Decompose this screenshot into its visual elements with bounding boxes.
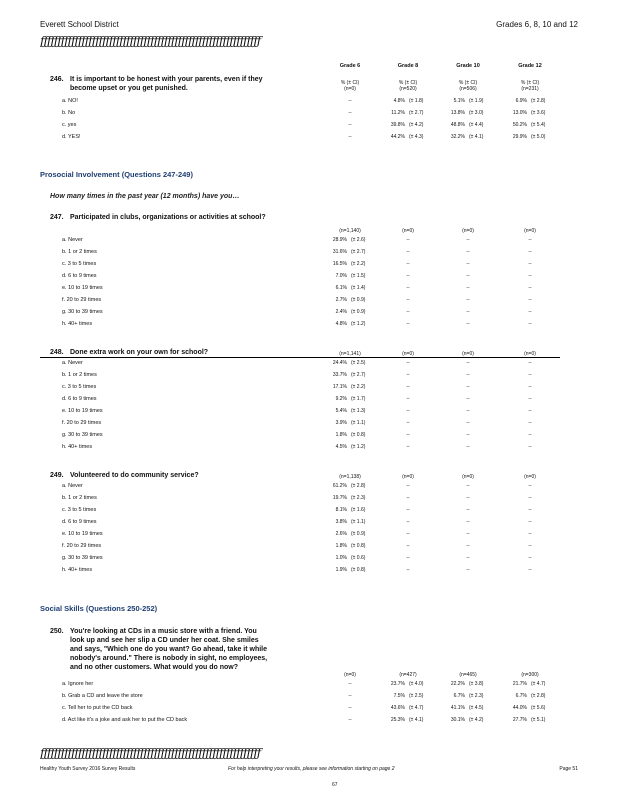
q247-empty-cell: -- [528, 321, 532, 327]
q246-g8-pct: 44.2% [390, 134, 405, 140]
q249-empty-cell: -- [528, 555, 532, 561]
q250-g10-pct: 41.1% [450, 705, 465, 711]
q246-g12-ci: (± 5.0) [531, 134, 546, 140]
q246-g10-ci: (± 1.9) [469, 98, 484, 104]
q250-g10-pct: 22.2% [450, 681, 465, 687]
q247-option-label: a. Never [62, 237, 83, 243]
footer-help-text: For help interpreting your results, please see information starting on page 2 [228, 766, 395, 772]
q248-option-label: h. 40+ times [62, 444, 93, 450]
q246-option-label: b. No [62, 110, 76, 116]
q249-option-label: b. 1 or 2 times [62, 495, 97, 501]
q250-option-label: d. Act like it's a joke and ask her to put the CD back [62, 717, 188, 723]
q247-empty-cell: -- [406, 237, 410, 243]
q246-option-label: c. yes [62, 122, 77, 128]
q247-empty-cell: -- [528, 297, 532, 303]
q250-g8-pct: 25.3% [390, 717, 405, 723]
q249-grade6-pct: 19.7% [332, 495, 347, 501]
q246-col-label-1: % (± CI) [398, 80, 418, 86]
q247-empty-cell: -- [528, 261, 532, 267]
q246-g10-pct: 13.8% [450, 110, 465, 116]
q246-option-label: d. YES! [62, 134, 81, 140]
q248-empty-cell: -- [528, 444, 532, 450]
q250-g12-pct: 27.7% [512, 717, 527, 723]
q248-option-label: e. 10 to 19 times [62, 408, 103, 414]
q247-empty-cell: -- [466, 321, 470, 327]
q248-n-0: (n=1,141) [339, 351, 361, 357]
q248-option-label: g. 30 to 39 times [62, 432, 103, 438]
q246-grade6-value: -- [348, 110, 352, 116]
q248-empty-cell: -- [406, 384, 410, 390]
q249-empty-cell: -- [406, 543, 410, 549]
q248-n-3: (n=0) [524, 351, 536, 357]
q248-empty-cell: -- [406, 372, 410, 378]
q247-text: Participated in clubs, organizations or activities at school? [70, 214, 266, 221]
grade-header-0: Grade 6 [339, 63, 361, 69]
footer-survey-title: Healthy Youth Survey 2016 Survey Results [40, 766, 136, 772]
q249-grade6-pct: 2.6% [335, 531, 347, 537]
q249-empty-cell: -- [406, 483, 410, 489]
header-rule: ƒƒƒƒƒƒƒƒƒƒƒƒƒƒƒƒƒƒƒƒƒƒƒƒƒƒƒƒƒƒƒƒƒƒƒƒƒƒƒƒƒƒƒƒƒƒƒƒƒƒƒƒƒƒƒƒƒƒƒƒƒƒƒƒ [40, 34, 261, 48]
q248-empty-cell: -- [466, 432, 470, 438]
q249-option-label: f. 20 to 29 times [62, 543, 102, 549]
q247-empty-cell: -- [466, 273, 470, 279]
q249-grade6-pct: 3.8% [335, 519, 347, 525]
district-name: Everett School District [40, 20, 119, 29]
q246-grade6-value: -- [348, 134, 352, 140]
q249-grade6-pct: 1.0% [335, 555, 347, 561]
q247-empty-cell: -- [406, 309, 410, 315]
q247-empty-cell: -- [528, 249, 532, 255]
q249-empty-cell: -- [466, 519, 470, 525]
q246-grade6-value: -- [348, 122, 352, 128]
q247-grade6-ci: (± 1.5) [351, 273, 366, 279]
q248-empty-cell: -- [406, 408, 410, 414]
grades-label: Grades 6, 8, 10 and 12 [496, 20, 578, 29]
q249-grade6-ci: (± 0.6) [351, 555, 366, 561]
q247-n-2: (n=0) [462, 228, 474, 234]
q246-g12-pct: 13.0% [512, 110, 527, 116]
q247-grade6-ci: (± 1.4) [351, 285, 366, 291]
q246-g8-pct: 4.8% [393, 98, 405, 104]
q250-g12-pct: 21.7% [512, 681, 527, 687]
q247-n-1: (n=0) [402, 228, 414, 234]
q246-n-1: (n=520) [399, 86, 417, 92]
q248-empty-cell: -- [528, 360, 532, 366]
q246-g10-pct: 5.1% [453, 98, 465, 104]
section-social-skills-title: Social Skills (Questions 250-252) [40, 604, 158, 613]
grade-header-1: Grade 8 [397, 63, 419, 69]
q249-grade6-pct: 61.2% [332, 483, 347, 489]
q247-n-3: (n=0) [524, 228, 536, 234]
q246-n-0: (n=0) [344, 86, 356, 92]
q248-empty-cell: -- [406, 444, 410, 450]
q248-rule [40, 357, 560, 358]
q246-g10-ci: (± 4.4) [469, 122, 484, 128]
q248-empty-cell: -- [528, 432, 532, 438]
q249-option-label: c. 3 to 5 times [62, 507, 97, 513]
q248-grade6-ci: (± 1.7) [351, 396, 366, 402]
q247-option-label: e. 10 to 19 times [62, 285, 103, 291]
q247-empty-cell: -- [406, 285, 410, 291]
q246-g10-ci: (± 3.0) [469, 110, 484, 116]
q249-option-label: h. 40+ times [62, 567, 93, 573]
q248-grade6-pct: 9.2% [335, 396, 347, 402]
q249-grade6-ci: (± 2.3) [351, 495, 366, 501]
q249-grade6-ci: (± 0.8) [351, 543, 366, 549]
q247-grade6-ci: (± 2.2) [351, 261, 366, 267]
q247-option-label: f. 20 to 29 times [62, 297, 102, 303]
q250-g8-ci: (± 4.0) [409, 681, 424, 687]
q247-grade6-pct: 2.7% [335, 297, 347, 303]
q248-grade6-pct: 33.7% [332, 372, 347, 378]
q248-grade6-ci: (± 2.2) [351, 384, 366, 390]
q250-g8-pct: 7.5% [393, 693, 405, 699]
q246-g12-ci: (± 3.6) [531, 110, 546, 116]
q248-grade6-pct: 17.1% [332, 384, 347, 390]
q247-empty-cell: -- [466, 297, 470, 303]
q249-grade6-ci: (± 2.8) [351, 483, 366, 489]
q248-empty-cell: -- [466, 444, 470, 450]
q250-g12-pct: 44.0% [512, 705, 527, 711]
q248-n-2: (n=0) [462, 351, 474, 357]
q250-grade6-value: -- [348, 693, 352, 699]
q250-g12-ci: (± 5.6) [531, 705, 546, 711]
q247-empty-cell: -- [528, 237, 532, 243]
q248-empty-cell: -- [406, 432, 410, 438]
q246-col-label-2: % (± CI) [458, 80, 478, 86]
q248-empty-cell: -- [528, 420, 532, 426]
q250-g8-ci: (± 4.1) [409, 717, 424, 723]
q248-empty-cell: -- [466, 396, 470, 402]
q250-n-1: (n=427) [399, 672, 417, 678]
q247-empty-cell: -- [466, 261, 470, 267]
q246-g10-pct: 32.2% [450, 134, 465, 140]
q249-empty-cell: -- [466, 507, 470, 513]
q247-n-0: (n=1,140) [339, 228, 361, 234]
q249-empty-cell: -- [406, 495, 410, 501]
q247-grade6-pct: 6.1% [335, 285, 347, 291]
q249-empty-cell: -- [406, 531, 410, 537]
q250-option-label: c. Tell her to put the CD back [62, 705, 133, 711]
q246-g8-pct: 11.2% [391, 110, 405, 116]
q247-grade6-pct: 16.5% [332, 261, 347, 267]
q246-n-2: (n=506) [459, 86, 477, 92]
q248-grade6-pct: 5.4% [335, 408, 347, 414]
q248-empty-cell: -- [528, 396, 532, 402]
q247-empty-cell: -- [528, 285, 532, 291]
q248-option-label: c. 3 to 5 times [62, 384, 97, 390]
q250-g12-ci: (± 2.8) [531, 693, 546, 699]
q248-option-label: d. 6 to 9 times [62, 396, 97, 402]
q249-n-3: (n=0) [524, 474, 536, 480]
q249-empty-cell: -- [466, 495, 470, 501]
q248-n-1: (n=0) [402, 351, 414, 357]
q246-line1: It is important to be honest with your parents, even if they [70, 76, 263, 83]
q247-empty-cell: -- [528, 309, 532, 315]
q247-empty-cell: -- [528, 273, 532, 279]
q249-grade6-pct: 1.8% [335, 543, 347, 549]
q246-g12-ci: (± 2.8) [531, 98, 546, 104]
q250-g10-ci: (± 3.8) [469, 681, 484, 687]
q249-empty-cell: -- [406, 555, 410, 561]
q247-grade6-ci: (± 2.7) [351, 249, 366, 255]
q250-g10-pct: 6.7% [453, 693, 465, 699]
q249-empty-cell: -- [528, 483, 532, 489]
q249-option-label: d. 6 to 9 times [62, 519, 97, 525]
q246-g12-pct: 29.9% [512, 134, 527, 140]
q250-option-label: b. Grab a CD and leave the store [62, 693, 143, 699]
q249-grade6-pct: 1.9% [335, 567, 347, 573]
q250-n-0: (n=0) [344, 672, 356, 678]
q249-option-label: a. Never [62, 483, 83, 489]
q247-empty-cell: -- [466, 309, 470, 315]
q250-g10-ci: (± 4.5) [469, 705, 484, 711]
q248-empty-cell: -- [406, 360, 410, 366]
q249-n-1: (n=0) [402, 474, 414, 480]
q247-grade6-ci: (± 0.9) [351, 309, 366, 315]
q246-g10-pct: 48.8% [450, 122, 465, 128]
q247-empty-cell: -- [406, 261, 410, 267]
q247-empty-cell: -- [406, 321, 410, 327]
q250-g12-pct: 6.7% [515, 693, 527, 699]
q248-number: 248. [50, 349, 64, 356]
q249-empty-cell: -- [406, 567, 410, 573]
q248-grade6-ci: (± 1.3) [351, 408, 366, 414]
q249-grade6-ci: (± 0.8) [351, 567, 366, 573]
q246-g8-ci: (± 2.7) [409, 110, 424, 116]
q247-option-label: c. 3 to 5 times [62, 261, 97, 267]
q250-line-3: nobody's around." There is nobody in sight, no employees, [70, 655, 268, 662]
q247-empty-cell: -- [406, 249, 410, 255]
q247-grade6-pct: 2.4% [335, 309, 347, 315]
q250-g10-ci: (± 4.2) [469, 717, 484, 723]
q250-grade6-value: -- [348, 681, 352, 687]
q250-option-label: a. Ignore her [62, 681, 94, 687]
q250-line-0: You're looking at CDs in a music store with a friend. You [70, 628, 257, 635]
q248-empty-cell: -- [528, 372, 532, 378]
q249-option-label: g. 30 to 39 times [62, 555, 103, 561]
q247-option-label: d. 6 to 9 times [62, 273, 97, 279]
q250-number: 250. [50, 628, 64, 635]
q247-option-label: g. 30 to 39 times [62, 309, 103, 315]
q248-empty-cell: -- [466, 372, 470, 378]
q249-grade6-pct: 8.1% [335, 507, 347, 513]
q246-n-3: (n=231) [521, 86, 539, 92]
q247-option-label: h. 40+ times [62, 321, 93, 327]
q247-grade6-pct: 7.0% [335, 273, 347, 279]
q248-grade6-ci: (± 2.7) [351, 372, 366, 378]
q249-empty-cell: -- [406, 507, 410, 513]
q249-empty-cell: -- [528, 519, 532, 525]
q247-grade6-pct: 4.8% [335, 321, 347, 327]
q249-grade6-ci: (± 1.6) [351, 507, 366, 513]
q247-empty-cell: -- [466, 249, 470, 255]
q249-number: 249. [50, 472, 64, 479]
q250-g8-pct: 43.6% [390, 705, 405, 711]
q246-g10-ci: (± 4.1) [469, 134, 484, 140]
q249-n-0: (n=1,138) [339, 474, 361, 480]
q248-grade6-ci: (± 1.1) [351, 420, 366, 426]
section-prosocial-title: Prosocial Involvement (Questions 247-249) [40, 170, 193, 179]
q247-number: 247. [50, 214, 64, 221]
q250-g8-ci: (± 2.5) [409, 693, 424, 699]
q247-grade6-ci: (± 2.6) [351, 237, 366, 243]
q248-empty-cell: -- [528, 384, 532, 390]
q250-g10-pct: 30.1% [450, 717, 465, 723]
q247-option-label: b. 1 or 2 times [62, 249, 97, 255]
q248-option-label: f. 20 to 29 times [62, 420, 102, 426]
intro-past-year: How many times in the past year (12 months) have you… [50, 193, 240, 200]
q248-grade6-pct: 1.8% [335, 432, 347, 438]
q250-g10-ci: (± 2.3) [469, 693, 484, 699]
q248-grade6-ci: (± 0.8) [351, 432, 366, 438]
q250-g12-ci: (± 5.1) [531, 717, 546, 723]
q250-g12-ci: (± 4.7) [531, 681, 546, 687]
q249-option-label: e. 10 to 19 times [62, 531, 103, 537]
q246-col-label-3: % (± CI) [520, 80, 540, 86]
footer-rule: ƒƒƒƒƒƒƒƒƒƒƒƒƒƒƒƒƒƒƒƒƒƒƒƒƒƒƒƒƒƒƒƒƒƒƒƒƒƒƒƒƒƒƒƒƒƒƒƒƒƒƒƒƒƒƒƒƒƒƒƒƒƒƒƒ [40, 746, 261, 760]
q248-text: Done extra work on your own for school? [70, 349, 209, 356]
q247-grade6-ci: (± 1.2) [351, 321, 366, 327]
q247-empty-cell: -- [406, 297, 410, 303]
q247-empty-cell: -- [466, 237, 470, 243]
q250-line-4: and no other customers. What would you do now? [70, 664, 238, 671]
q249-empty-cell: -- [528, 507, 532, 513]
q250-g8-pct: 23.7% [390, 681, 405, 687]
q248-grade6-ci: (± 2.5) [351, 360, 366, 366]
q250-grade6-value: -- [348, 717, 352, 723]
q246-g8-ci: (± 4.2) [409, 122, 424, 128]
q246-g8-pct: 39.8% [390, 122, 405, 128]
q250-n-3: (n=300) [521, 672, 539, 678]
q249-empty-cell: -- [528, 567, 532, 573]
q249-text: Volunteered to do community service? [70, 472, 199, 479]
q249-empty-cell: -- [466, 543, 470, 549]
q250-n-2: (n=465) [459, 672, 477, 678]
footer-page-number: 67 [332, 782, 338, 788]
q246-g12-pct: 50.2% [512, 122, 527, 128]
q248-grade6-ci: (± 1.2) [351, 444, 366, 450]
q248-empty-cell: -- [528, 408, 532, 414]
q248-option-label: a. Never [62, 360, 83, 366]
q247-empty-cell: -- [406, 273, 410, 279]
q249-empty-cell: -- [528, 543, 532, 549]
q246-col-label-0: % (± CI) [340, 80, 360, 86]
q250-grade6-value: -- [348, 705, 352, 711]
q248-grade6-pct: 4.5% [335, 444, 347, 450]
q248-grade6-pct: 3.9% [335, 420, 347, 426]
q246-line2: become upset or you get punished. [70, 85, 188, 92]
q250-g8-ci: (± 4.7) [409, 705, 424, 711]
q246-number: 246. [50, 76, 64, 83]
q248-empty-cell: -- [466, 360, 470, 366]
q249-grade6-ci: (± 1.1) [351, 519, 366, 525]
grade-header-2: Grade 10 [456, 63, 480, 69]
q247-grade6-ci: (± 0.9) [351, 297, 366, 303]
q249-empty-cell: -- [528, 531, 532, 537]
q249-empty-cell: -- [466, 567, 470, 573]
q248-empty-cell: -- [466, 408, 470, 414]
q246-g12-ci: (± 5.4) [531, 122, 546, 128]
q249-empty-cell: -- [406, 519, 410, 525]
q248-empty-cell: -- [466, 384, 470, 390]
q248-option-label: b. 1 or 2 times [62, 372, 97, 378]
q247-grade6-pct: 31.6% [332, 249, 347, 255]
q250-line-2: and says, "Which one do you want? Go ahead, take it while [70, 646, 268, 653]
q248-empty-cell: -- [466, 420, 470, 426]
q246-g8-ci: (± 1.8) [409, 98, 424, 104]
q249-empty-cell: -- [466, 555, 470, 561]
q247-empty-cell: -- [466, 285, 470, 291]
q249-empty-cell: -- [466, 531, 470, 537]
q246-g12-pct: 6.9% [515, 98, 527, 104]
q246-grade6-value: -- [348, 98, 352, 104]
q249-empty-cell: -- [466, 483, 470, 489]
q248-empty-cell: -- [406, 396, 410, 402]
q249-n-2: (n=0) [462, 474, 474, 480]
footer-page-label: Page 51 [559, 766, 578, 772]
q250-line-1: look up and see her slip a CD under her coat. She smiles [70, 637, 259, 644]
q249-empty-cell: -- [528, 495, 532, 501]
q248-empty-cell: -- [406, 420, 410, 426]
q246-g8-ci: (± 4.3) [409, 134, 424, 140]
q248-grade6-pct: 24.4% [332, 360, 347, 366]
grade-header-3: Grade 12 [518, 63, 542, 69]
q249-grade6-ci: (± 0.9) [351, 531, 366, 537]
q247-grade6-pct: 28.9% [332, 237, 347, 243]
q246-option-label: a. NO! [62, 98, 78, 104]
